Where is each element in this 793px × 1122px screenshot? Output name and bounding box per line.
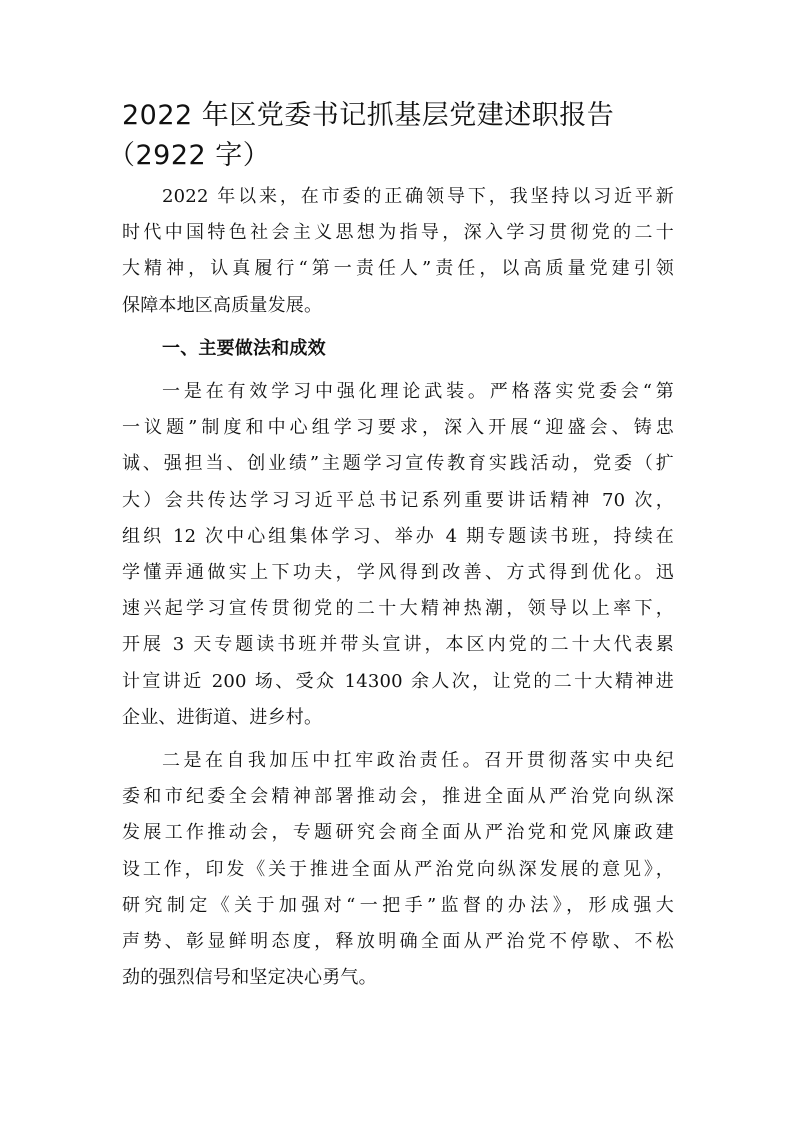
paragraph-line: 劲的强烈信号和坚定决心勇气。	[122, 967, 377, 989]
paragraph-line: 计宣讲近 200 场、受众 14300 余人次，让党的二十大精神进	[122, 670, 674, 692]
paragraph-line: 一是在有效学习中强化理论武装。严格落实党委会“第	[162, 381, 674, 403]
paragraph-line: 组织 12 次中心组集体学习、举办 4 期专题读书班，持续在	[122, 525, 674, 547]
paragraph-2	[122, 743, 674, 996]
paragraph-line: 设工作，印发《关于推进全面从严治党向纵深发展的意见》，	[122, 858, 674, 880]
paragraph-line: 学懂弄通做实上下功夫，学风得到改善、方式得到优化。迅	[122, 562, 674, 584]
section-heading: 一、主要做法和成效	[162, 337, 326, 359]
intro-line: 时代中国特色社会主义思想为指导，深入学习贯彻党的二十	[122, 222, 674, 244]
document-title	[108, 96, 682, 176]
intro-line: 大精神，认真履行“第一责任人”责任，以高质量党建引领	[122, 258, 674, 280]
paragraph-line: 发展工作推动会，专题研究会商全面从严治党和党风廉政建	[122, 822, 674, 844]
paragraph-line: 一议题”制度和中心组学习要求，深入开展“迎盛会、铸忠	[122, 417, 674, 439]
document-body	[122, 179, 674, 996]
paragraph-line: 速兴起学习宣传贯彻党的二十大精神热潮，领导以上率下，	[122, 598, 674, 620]
intro-line: 保障本地区高质量发展。	[122, 294, 323, 316]
paragraph-line: 大）会共传达学习习近平总书记系列重要讲话精神 70 次，	[122, 489, 674, 511]
paragraph-line: 委和市纪委全会精神部署推动会，推进全面从严治党向纵深	[122, 786, 674, 808]
intro-paragraph	[122, 179, 674, 324]
intro-line: 2022 年以来，在市委的正确领导下，我坚持以习近平新	[162, 186, 674, 207]
title-line-2: （2922 字）	[108, 140, 271, 171]
paragraph-line: 诚、强担当、创业绩”主题学习宣传教育实践活动，党委（扩	[122, 453, 674, 475]
paragraph-line: 研究制定《关于加强对“一把手”监督的办法》，形成强大	[122, 894, 674, 916]
paragraph-line: 二是在自我加压中扛牢政治责任。召开贯彻落实中央纪	[162, 750, 674, 772]
paragraph-line: 企业、进街道、进乡村。	[122, 706, 323, 728]
paragraph-line: 开展 3 天专题读书班并带头宣讲，本区内党的二十大代表累	[122, 634, 674, 656]
paragraph-line: 声势、彰显鲜明态度，释放明确全面从严治党不停歇、不松	[122, 931, 674, 953]
paragraph-1	[122, 374, 674, 736]
title-line-1: 2022 年区党委书记抓基层党建述职报告	[122, 100, 615, 131]
